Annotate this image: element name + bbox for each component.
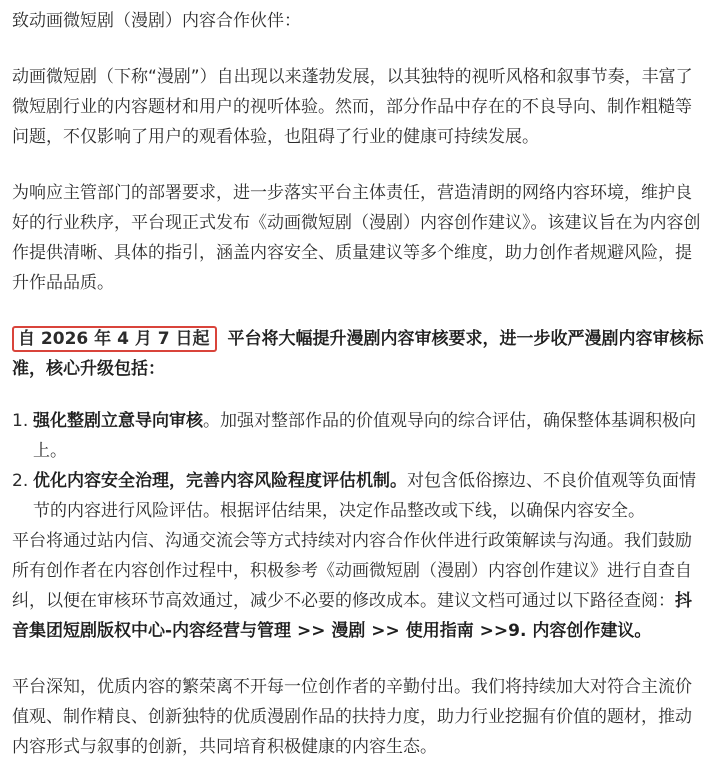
list-item-text: 。加强对整部作品的价值观导向的综合评估，确保整体基调积极向上。 (33, 411, 696, 461)
list-item-number: 1. (12, 411, 29, 431)
announcement-text: 平台将大幅提升漫剧内容审核要求，进一步收严漫剧内容审核标准，核心升级包括： (12, 329, 704, 379)
list-item-title: 强化整剧立意导向审核 (33, 411, 203, 431)
intro-paragraph: 动画微短剧（下称“漫剧”）自出现以来蓬勃发展，以其独特的视听风格和叙事节奏，丰富了微短剧行业的内容题材和用户的视听体验。然而，部分作品中存在的不良导向、制作粗糙等问题，不仅影响了用户的观看体验，也阻碍了行业的健康可持续发展。 (12, 67, 693, 147)
communication-paragraph (12, 526, 706, 646)
list-item-number: 2. (12, 471, 29, 491)
upgrade-list (12, 406, 706, 526)
list-item-title: 优化内容安全治理，完善内容风险程度评估机制。 (33, 471, 407, 491)
document-path: 抖音集团短剧版权中心-内容经营与管理 >> 漫剧 >> 使用指南 >>9. 内容创作建议。 (12, 591, 692, 641)
announcement-paragraph (12, 324, 706, 384)
policy-paragraph: 为响应主管部门的部署要求，进一步落实平台主体责任，营造清朗的网络内容环境，维护良好的行业秩序，平台现正式发布《动画微短剧（漫剧）内容创作建议》。该建议旨在为内容创作提供清晰、具体的指引，涵盖内容安全、质量建议等多个维度，助力创作者规避风险，提升作品品质。 (12, 183, 701, 293)
effective-date-highlight: 自 2026 年 4 月 7 日起 (12, 326, 217, 352)
list-item-text: 对包含低俗擦边、不良价值观等负面情节的内容进行风险评估。根据评估结果，决定作品整改或下线，以确保内容安全。 (33, 471, 696, 521)
communication-text: 平台将通过站内信、沟通交流会等方式持续对内容合作伙伴进行政策解读与沟通。我们鼓励所有创作者在内容创作过程中，积极参考《动画微短剧（漫剧）内容创作建议》进行自查自纠，以便在审核环节高效通过，减少不必要的修改成本。建议文档可通过以下路径查阅： (12, 531, 692, 611)
list-item (12, 406, 706, 466)
greeting: 致动画微短剧（漫剧）内容合作伙伴： (12, 11, 301, 31)
closing-paragraph: 平台深知，优质内容的繁荣离不开每一位创作者的辛勤付出。我们将持续加大对符合主流价值观、制作精良、创新独特的优质漫剧作品的扶持力度，助力行业挖掘有价值的题材，推动内容形式与叙事的创新，共同培育积极健康的内容生态。 (12, 677, 692, 757)
list-item (12, 466, 706, 526)
